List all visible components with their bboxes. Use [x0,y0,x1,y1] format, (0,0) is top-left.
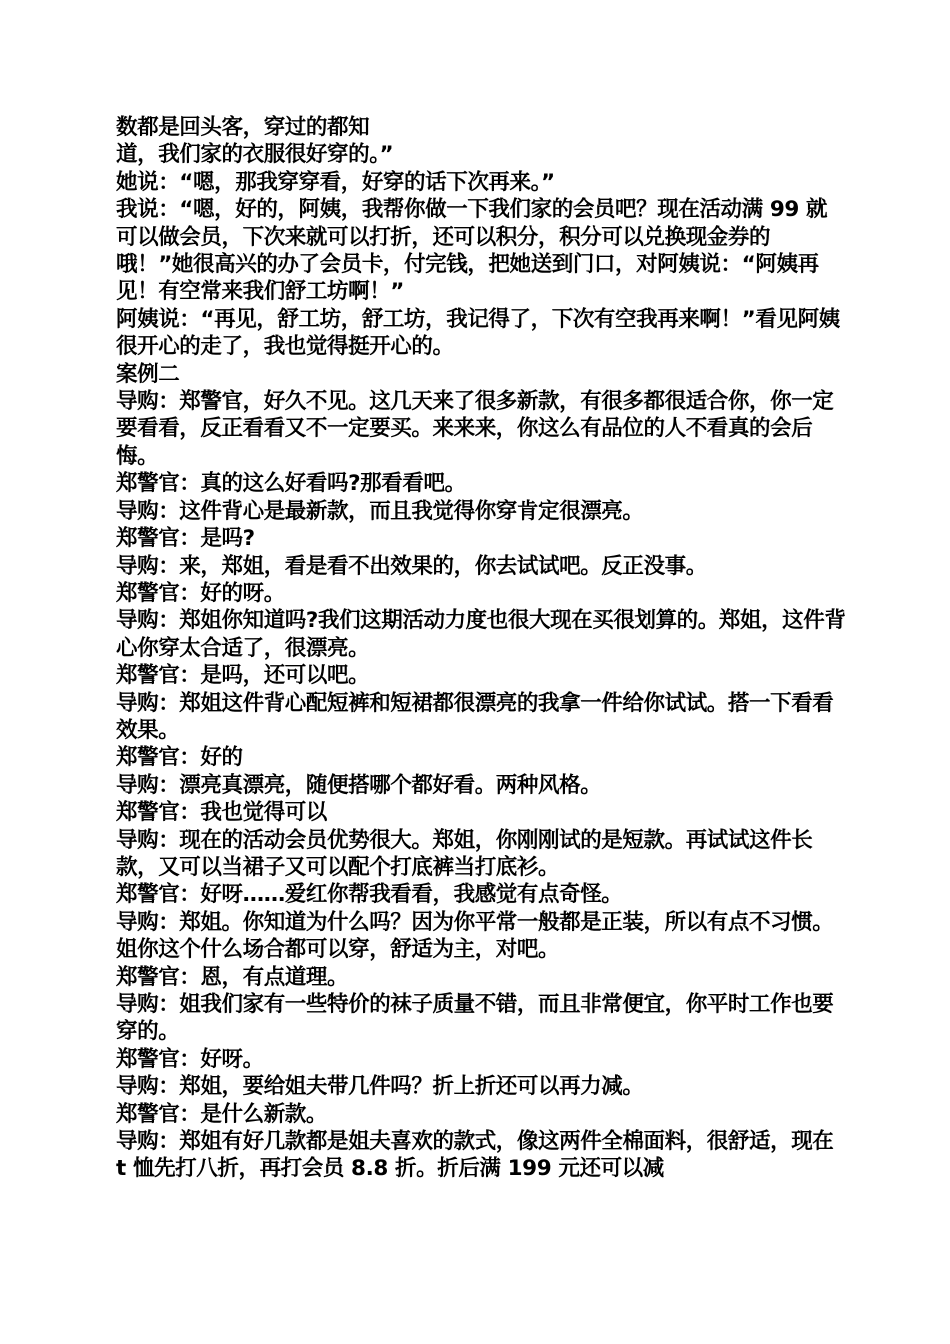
paragraph: 郑警官：我也觉得可以 [116,800,328,826]
paragraph: 导购：郑警官，好久不见。这几天来了很多新款，有很多都很适合你，你一定要看看，反正看看又不一定要买。来来来，你这么有品位的人不看真的会后悔。 [116,389,834,469]
paragraph: 郑警官：好的呀。 [116,580,285,606]
paragraph: 郑警官：是吗? [116,526,255,552]
paragraph: 导购：郑姐。你知道为什么吗？因为你平常一般都是正装，所以有点不习惯。 [116,909,834,935]
paragraph: 导购：这件背心是最新款，而且我觉得你穿肯定很漂亮。 [116,498,644,524]
paragraph: 道，我们家的衣服很好穿的。” [116,142,394,168]
paragraph: 郑警官：好的 [116,745,243,771]
paragraph: 导购：郑姐有好几款都是姐夫喜欢的款式，像这两件全棉面料，很舒适，现在 t 恤先打八折，再打会员 8.8 折。折后满 199 元还可以减 [116,1129,834,1182]
paragraph: 导购：姐我们家有一些特价的袜子质量不错，而且非常便宜，你平时工作也要穿的。 [116,992,834,1045]
paragraph: 郑警官：恩，有点道理。 [116,964,349,990]
paragraph: 导购：郑姐，要给姐夫带几件吗？折上折还可以再力减。 [116,1074,644,1100]
paragraph: 导购：来，郑姐，看是看不出效果的，你去试试吧。反正没事。 [116,553,707,579]
paragraph: 阿姨说：“再见，舒工坊，舒工坊，我记得了，下次有空我再来啊！”看见阿姨很开心的走了，我也觉得挺开心的。 [116,306,840,360]
paragraph: 我说：“嗯，好的，阿姨，我帮你做一下我们家的会员吧？现在活动满 99 就可以做会员，下次来就可以打折，还可以积分，积分可以兑换现金券的哦！”她很高兴的办了会员卡，付完钱，把她送到门口，对阿姨说：“阿姨再见！有空常来我们舒工坊啊！” [116,197,828,305]
paragraph: 郑警官：好呀。 [116,1046,264,1072]
document-body [116,114,846,1183]
section-heading: 案例二 [116,361,180,387]
paragraph: 导购：郑姐这件背心配短裤和短裙都很漂亮的我拿一件给你试试。搭一下看看效果。 [116,690,834,743]
paragraph: 郑警官：是吗，还可以吧。 [116,663,370,689]
paragraph: 导购：漂亮真漂亮，随便搭哪个都好看。两种风格。 [116,772,602,798]
paragraph: 数都是回头客，穿过的都知 [116,115,370,140]
paragraph: 郑警官：是什么新款。 [116,1101,328,1127]
paragraph: 郑警官：好呀……爱红你帮我看看，我感觉有点奇怪。 [116,882,623,908]
paragraph: 郑警官：真的这么好看吗?那看看吧。 [116,471,466,497]
paragraph: 她说：“嗯，那我穿穿看，好穿的话下次再来。” [116,169,555,195]
paragraph: 导购：现在的活动会员优势很大。郑姐，你刚刚试的是短款。再试试这件长款，又可以当裙子又可以配个打底裤当打底衫。 [116,827,813,880]
paragraph: 姐你这个什么场合都可以穿，舒适为主，对吧。 [116,937,560,963]
paragraph: 导购：郑姐你知道吗?我们这期活动力度也很大现在买很划算的。郑姐，这件背心你穿太合适了，很漂亮。 [116,608,846,661]
